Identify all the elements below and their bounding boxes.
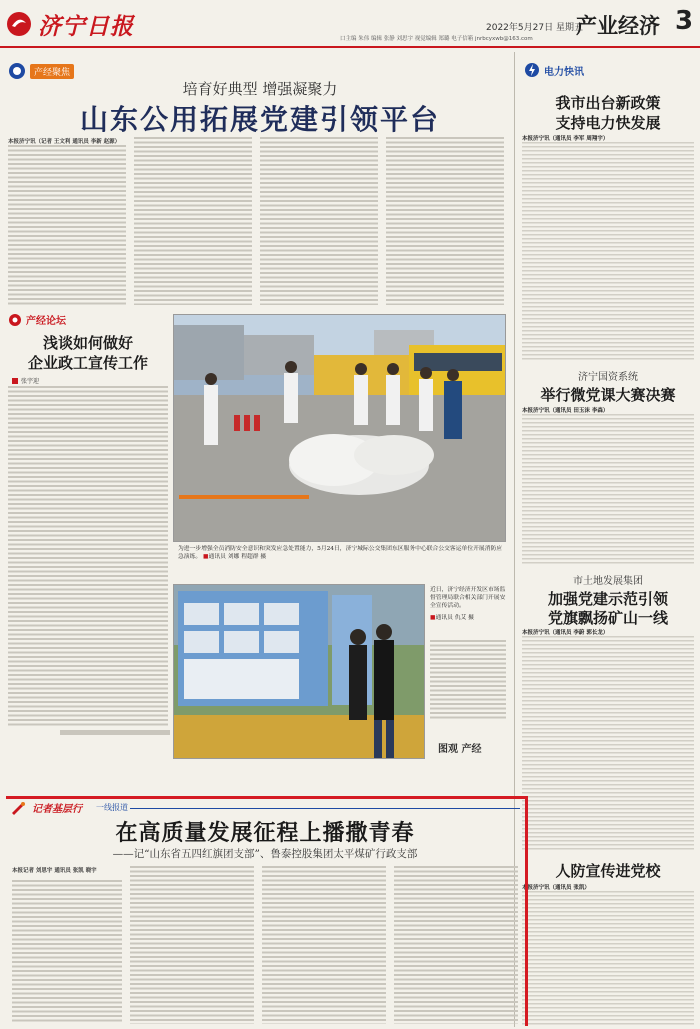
frontline-tag: 一线报道 (96, 803, 128, 812)
masthead (0, 0, 700, 48)
civil-defense-headline: 人防宣传进党校 (555, 862, 661, 880)
power-byline: 本报济宁讯（通讯员 李军 周翔宇） (522, 136, 609, 142)
sasac-byline: 本报济宁讯（通讯员 田玉沫 李森） (522, 408, 609, 414)
land-byline: 本报济宁讯（通讯员 李蔚 郭长龙） (522, 630, 609, 636)
featured-headline: 在高质量发展征程上播撒青春 (115, 820, 415, 846)
featured-byline: 本报记者 刘思宇 通讯员 张凯 晓宇 (12, 868, 97, 874)
fire-drill-image (174, 315, 506, 542)
lead-kicker: 培育好典型 增强凝聚力 (182, 80, 338, 98)
lead-byline: 本报济宁讯（记者 王文利 通讯员 李新 赵源） (8, 139, 121, 145)
forum-tag (8, 312, 66, 327)
newspaper-logo (6, 8, 156, 40)
lead-body-col1 (8, 145, 126, 305)
forum-footer-note (60, 730, 170, 735)
featured-body-col2 (130, 866, 254, 1024)
featured-subhead: ——记“山东省五四红旗团支部”、鲁泰控股集团太平煤矿行政支部 (112, 848, 418, 860)
lead-body-col4 (386, 137, 504, 305)
forum-body (8, 386, 168, 726)
fire-drill-photo (173, 314, 506, 542)
pen-icon (10, 801, 26, 815)
civil-defense-byline: 本报济宁讯（通讯员 张凯） (522, 885, 590, 891)
forum-title-line2: 企业政工宣传工作 (27, 354, 148, 372)
lead-body-col3 (260, 137, 378, 305)
issue-date: 2022年5月27日 星期五 (486, 23, 583, 33)
photo-credit-2: 通讯员 仇艾 摄 (435, 614, 474, 621)
featured-body-col4 (394, 866, 518, 1024)
publicity-board-image (174, 585, 425, 759)
fire-drill-caption: 为进一步增强全员消防安全意识和突发应急处置能力，5月24日，济宁城际公交集团东区服务中心联合公交客运单位开展消防应急演练。 ■通讯员 刘娜 程超群 摄 (178, 546, 503, 560)
section-title: 产业经济 (576, 14, 660, 38)
reporter-tag-label: 记者基层行 (32, 804, 82, 815)
forum-title-line1: 浅谈如何做好 (42, 334, 133, 352)
forum-author: 张宇迎 (12, 376, 39, 385)
featured-body-col1 (12, 880, 122, 1024)
sasac-sub-label: 济宁国资系统 (578, 372, 638, 383)
camera-lens-icon (8, 62, 26, 80)
publicity-caption-filler (430, 640, 506, 720)
sasac-body (522, 414, 694, 564)
column-tag-label: 产经聚焦 (30, 64, 74, 79)
featured-body-col3 (262, 866, 386, 1024)
lightning-icon (524, 62, 540, 78)
featured-tag-rule (130, 808, 520, 809)
photo-credit-1: 通讯员 刘娜 程超群 摄 (208, 554, 267, 560)
sasac-headline: 举行微党课大赛决赛 (540, 386, 676, 404)
gallery-label-text: 图观 产经 (438, 744, 482, 755)
land-headline-line1: 加强党建示范引领 (547, 590, 668, 608)
publicity-board-photo (173, 584, 425, 759)
land-headline-line2: 党旗飘扬矿山一线 (547, 609, 668, 627)
masthead-meta: 口主编 朱伟 编辑 张静 刘思宇 视觉编辑 郑璐 电子信箱 jnrbcyxwb@163.com (340, 36, 533, 42)
land-sub-label: 市土地发展集团 (573, 576, 643, 587)
civil-defense-body (522, 891, 694, 1025)
power-body (522, 142, 694, 360)
page-number: 3 (675, 6, 694, 36)
logo-text: 济宁日报 (38, 12, 134, 40)
pin-icon (8, 313, 22, 327)
gallery-label (438, 740, 481, 755)
power-news-tag (524, 62, 584, 78)
lead-headline: 山东公用拓展党建引领平台 (79, 103, 440, 136)
reporter-tag (10, 800, 128, 815)
power-news-label: 电力快讯 (544, 66, 584, 78)
power-headline-line2: 支持电力快发展 (555, 114, 661, 132)
publicity-caption: 近日，济宁经济开发区市场监督管理局联合相关部门开展安全宣传活动。 ■通讯员 仇艾 摄 (430, 587, 506, 621)
forum-tag-label: 产经论坛 (26, 316, 66, 327)
lead-body-col2 (134, 137, 252, 305)
logo-emblem-icon (6, 11, 32, 37)
power-headline-line1: 我市出台新政策 (555, 94, 661, 112)
land-body (522, 636, 694, 850)
